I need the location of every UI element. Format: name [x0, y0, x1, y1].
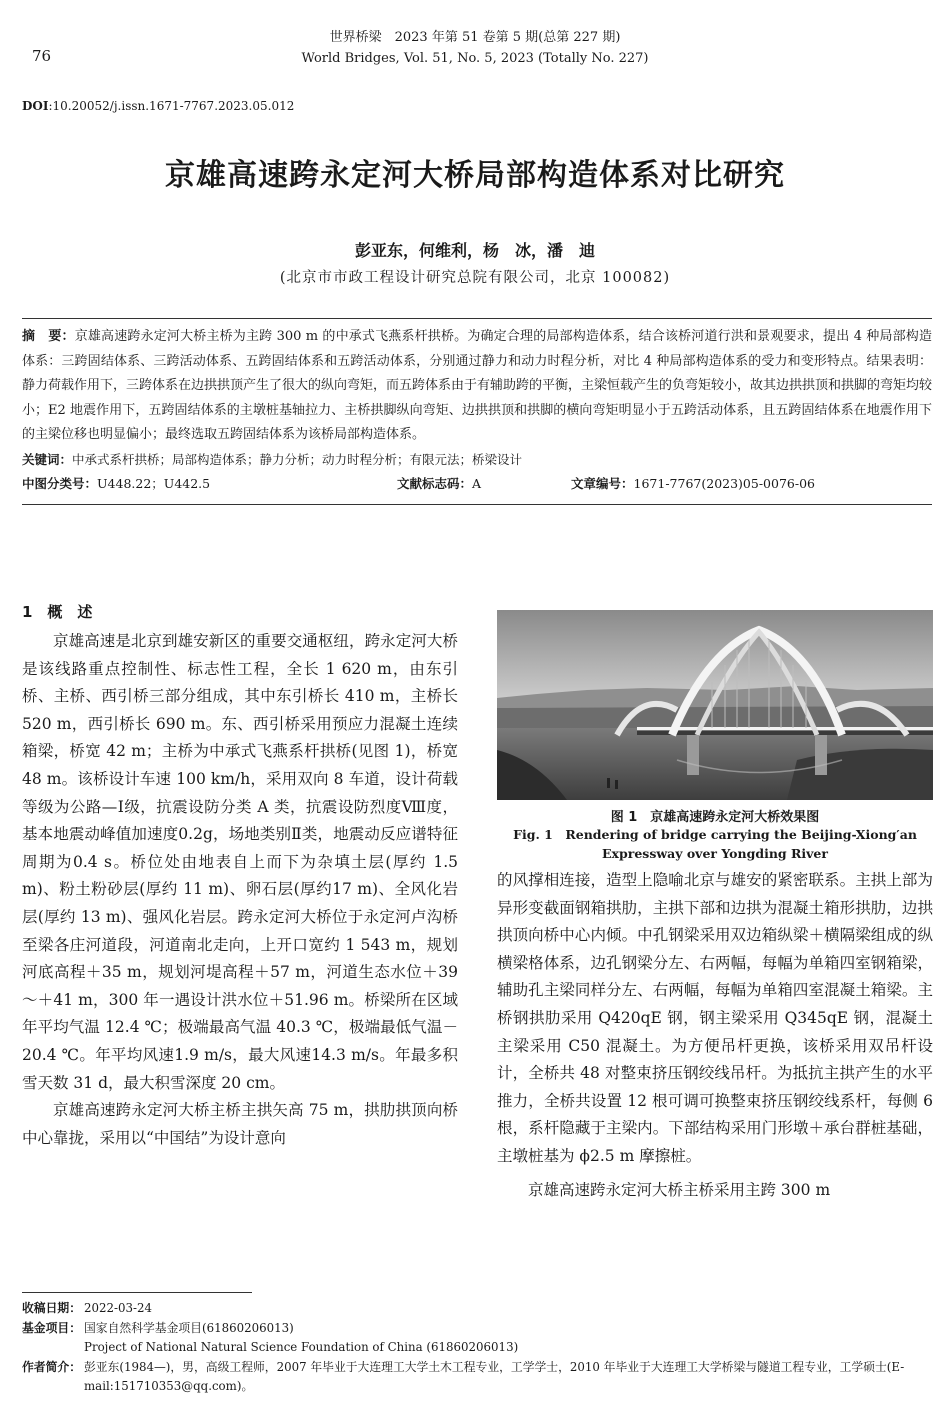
author-bio — [22, 1358, 932, 1397]
author-bio-label: 作者简介： — [22, 1359, 81, 1374]
clc-code — [22, 472, 210, 496]
abstract — [22, 325, 932, 448]
doc-label: 文献标志码： — [397, 475, 473, 491]
doi-label: DOI — [22, 99, 49, 113]
journal-header-en: World Bridges, Vol. 51, No. 5, 2023 (Totally No. 227) — [301, 51, 649, 66]
footnote-rule — [22, 1292, 252, 1293]
received-label: 收稿日期： — [22, 1301, 81, 1315]
bridge-rendering-figure — [497, 610, 933, 800]
bridge-rendering-image — [497, 610, 933, 800]
abstract-box — [22, 318, 932, 505]
received-date — [22, 1299, 932, 1319]
doc-value: A — [472, 475, 482, 491]
clc-value: U448.22；U442.5 — [97, 475, 211, 491]
article-title: 京雄高速跨永定河大桥局部构造体系对比研究 — [165, 158, 785, 193]
fund-info — [22, 1319, 932, 1358]
fund-en: Project of National Natural Science Foundation of China (61860206013) — [84, 1340, 519, 1354]
abstract-label: 摘 要： — [22, 329, 75, 344]
journal-header-cn: 世界桥梁 2023 年第 51 卷第 5 期(总第 227 期) — [329, 30, 621, 45]
body-paragraph: 京雄高速跨永定河大桥主桥采用主跨 300 m — [528, 1180, 831, 1199]
doi-value: :10.20052/j.issn.1671-7767.2023.05.012 — [48, 99, 295, 113]
received-value: 2022-03-24 — [84, 1301, 153, 1315]
author-bio-text: 彭亚东(1984—)，男，高级工程师，2007 年毕业于大连理工大学土木工程专业，工学学士，2010 年毕业于大连理工大学桥梁与隧道工程专业，工学硕士(E-mail:151710353@qq.com)。 — [84, 1359, 905, 1393]
classification-row — [22, 472, 932, 496]
clc-label: 中图分类号： — [22, 475, 98, 491]
page-number: 76 — [32, 47, 52, 65]
fund-cn: 国家自然科学基金项目(61860206013) — [84, 1320, 294, 1335]
journal-header — [0, 27, 950, 69]
authors: 彭亚东，何维利，杨 冰，潘 迪 — [354, 241, 595, 260]
affiliation: (北京市市政工程设计研究总院有限公司，北京 100082) — [279, 270, 671, 286]
keywords-text: 中承式系杆拱桥；局部构造体系；静力分析；动力时程分析；有限元法；桥梁设计 — [72, 451, 523, 467]
body-paragraph: 京雄高速跨永定河大桥主桥主拱矢高 75 m，拱肋拱顶向桥中心靠拢，采用以“中国结”为设计意向 — [22, 1101, 458, 1147]
keywords — [22, 448, 932, 472]
abstract-text: 京雄高速跨永定河大桥主桥为主跨 300 m 的中承式飞燕系杆拱桥。为确定合理的局部构造体系，结合该桥河道行洪和景观要求，提出 4 种局部构造体系：三跨固结体系、三跨活动体系、五跨固结体系和五跨活动体系，分别通过静力和动力时程分析，对比 4 种局部构造体系的受力和变形特点。结果表明：静力荷载作用下，三跨体系在边拱拱顶产生了很大的纵向弯矩，而五跨体系由于有辅助跨的平衡，主梁恒载产生的负弯矩较小，故其边拱拱顶和拱脚的弯矩均较小；E2 地震作用下，五跨固结体系的主墩桩基轴拉力、主桥拱脚纵向弯矩、边拱拱顶和拱脚的横向弯矩明显小于五跨活动体系，且五跨固结体系在地震作用下的主梁位移也明显偏小；最终选取五跨固结体系为该桥局部构造体系。 — [22, 329, 933, 442]
document-code — [397, 472, 481, 496]
fund-label: 基金项目： — [22, 1320, 81, 1335]
figure-caption-en: Fig. 1 Rendering of bridge carrying the Beijing-Xiong′an Expressway over Yongding River — [513, 827, 917, 861]
body-paragraph: 京雄高速是北京到雄安新区的重要交通枢纽，跨永定河大桥是该线路重点控制性、标志性工程，全长 1 620 m，由东引桥、主桥、西引桥三部分组成，其中东引桥长 410 m，主桥长 520 m，西引桥长 690 m。东、西引桥采用预应力混凝土连续箱梁，桥宽 42 m；主桥为中承式飞燕系杆拱桥(见图 1)，桥宽 48 m。该桥设计车速 100 km/h，采用双向 8 车道，设计荷载等级为公路—Ⅰ级，抗震设防分类 A 类，抗震设防烈度Ⅷ度，基本地震动峰值加速度0.2g，场地类别Ⅱ类，地震动反应谱特征周期为0.4 s。桥位处由地表自上而下为杂填土层(厚约 1.5 m)、粉土粉砂层(厚约 11 m)、卵石层(厚约17 m)、全风化岩层(厚约 13 m)、强风化岩层。跨永定河大桥位于永定河卢沟桥至梁各庄河道段，河道南北走向，上开口宽约 1 543 m，规划河底高程＋35 m，规划河堤高程＋57 m，河道生态水位＋39～＋41 m，300 年一遇设计洪水位＋51.96 m。桥梁所在区域年平均气温 12.4 ℃；极端最高气温 40.3 ℃，极端最低气温－20.4 ℃。年平均风速1.9 m/s，最大风速14.3 m/s。年最多积雪天数 31 d，最大积雪深度 20 cm。 — [22, 632, 458, 1092]
section-heading: 1 概 述 — [22, 603, 93, 621]
article-label: 文章编号： — [571, 475, 634, 491]
doi-line — [22, 99, 294, 113]
article-value: 1671-7767(2023)05-0076-06 — [633, 475, 815, 491]
article-number — [571, 472, 815, 496]
footnotes — [22, 1292, 932, 1397]
left-column — [22, 598, 458, 1152]
body-paragraph: 的风撑相连接，造型上隐喻北京与雄安的紧密联系。主拱上部为异形变截面钢箱拱肋，主拱下部和边拱为混凝土箱形拱肋，边拱拱顶向桥中心内倾。中孔钢梁采用双边箱纵梁＋横隔梁组成的纵横梁格体系，边孔钢梁分左、右两幅，每幅为单箱四室钢箱梁，辅助孔主梁同样分左、右两幅，每幅为单箱四室混凝土箱梁。主桥钢拱肋采用 Q420qE 钢，钢主梁采用 Q345qE 钢，混凝土主梁采用 C50 混凝土。为方便吊杆更换，该桥采用双吊杆设计，全桥共 48 对整束挤压钢绞线吊杆。为抵抗主拱产生的水平推力，全桥共设置 12 根可调可换整束挤压钢绞线系杆，每侧 6 根，系杆隐藏于主梁内。下部结构采用门形墩＋承台群桩基础，主墩桩基为 ϕ2.5 m 摩擦桩。 — [497, 871, 933, 1165]
right-column — [497, 610, 933, 1204]
keywords-label: 关键词： — [22, 451, 73, 467]
figure-caption-cn: 图 1 京雄高速跨永定河大桥效果图 — [610, 810, 820, 825]
